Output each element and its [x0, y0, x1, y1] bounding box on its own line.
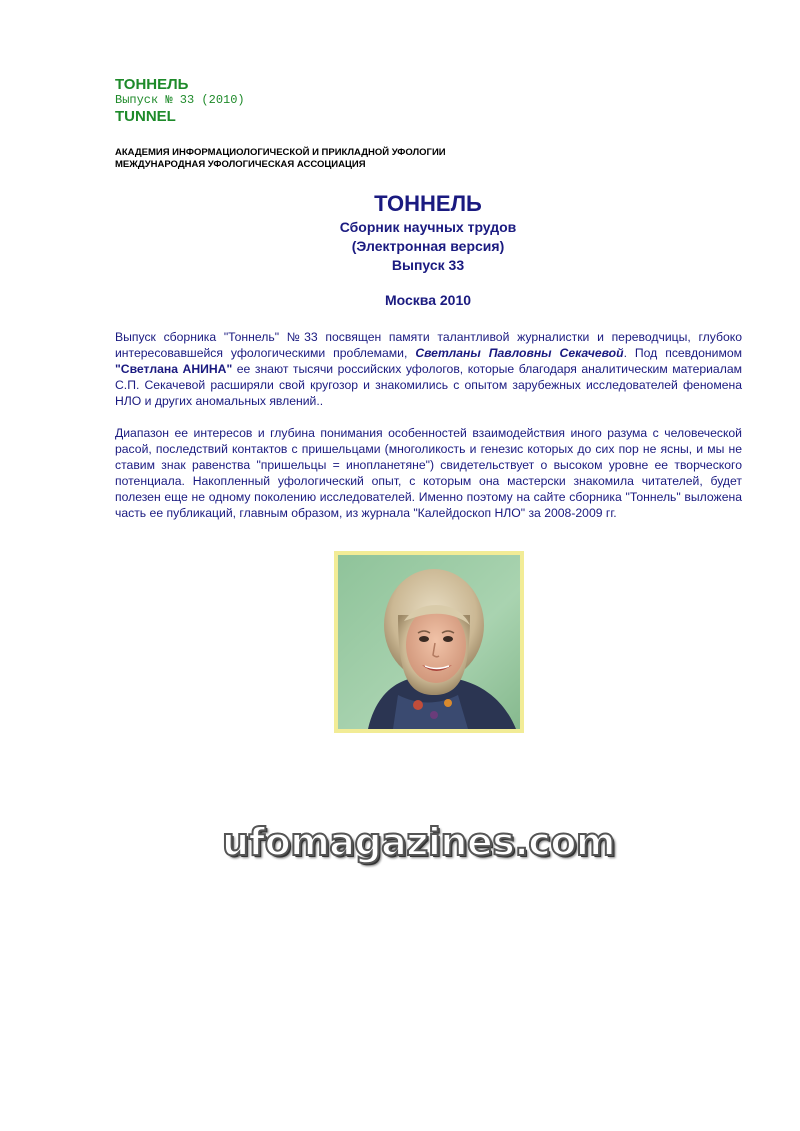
- intro-paragraph: [115, 329, 742, 409]
- brand-name-en: TUNNEL: [115, 108, 176, 125]
- organizations: [115, 147, 446, 170]
- brand-name-ru: ТОННЕЛЬ: [115, 76, 189, 93]
- intro-text-1: Выпуск сборника "Тоннель" №33 посвящен памяти талантливой журналистки и переводчицы, глубоко интересовавшейся уфологическими проблемами,: [115, 330, 742, 360]
- site-watermark: ufomagazines.com: [222, 820, 616, 864]
- portrait-frame: [334, 551, 524, 733]
- pseudonym: "Светлана АНИНА": [115, 362, 233, 376]
- subtitle-issue: Выпуск 33: [391, 257, 465, 273]
- intro-text-3: ее знают тысячи российских уфологов, которые благодаря аналитическим материалам С.П. Секачевой расширяли свой кругозор и знакомились с опытом зарубежных исследователей феномена НЛО и других аномальных явлений..: [115, 362, 742, 408]
- second-paragraph: Диапазон ее интересов и глубина понимания особенностей взаимодействия иного разума с человеческой расой, последствий контактов с пришельцами (многоликость и генезис которых до сих пор не ясны, и мы не ставим знак равенства "пришельцы = инопланетяне") свидетельствует о высоком уровне ее творческого потенциала. Накопленный уфологический опыт, с которым она мастерски знакомила читателей, будет полезен еще не одному поколению исследователей. Именно поэтому на сайте сборника "Тоннель" выложена часть ее публикаций, главным образом, из журнала "Калейдоскоп НЛО" за 2008-2009 гг.: [115, 426, 742, 520]
- title-block: [0, 190, 800, 275]
- person-name: Светланы Павловны Секачевой: [415, 346, 624, 360]
- subtitle-collection: Сборник научных трудов: [339, 219, 517, 235]
- city-year: Москва 2010: [384, 292, 472, 308]
- intro-text-2: . Под псевдонимом: [623, 346, 742, 360]
- issue-number: Выпуск № 33 (2010): [115, 93, 245, 107]
- subtitle-edition: (Электронная версия): [351, 238, 505, 254]
- org-academy: АКАДЕМИЯ ИНФОРМАЦИОЛОГИЧЕСКОЙ И ПРИКЛАДНОЙ УФОЛОГИИ: [115, 147, 446, 158]
- org-association: МЕЖДУНАРОДНАЯ УФОЛОГИЧЕСКАЯ АССОЦИАЦИЯ: [115, 158, 366, 170]
- masthead: [115, 76, 245, 126]
- portrait-photo: [338, 555, 520, 729]
- page-title: ТОННЕЛЬ: [374, 191, 482, 216]
